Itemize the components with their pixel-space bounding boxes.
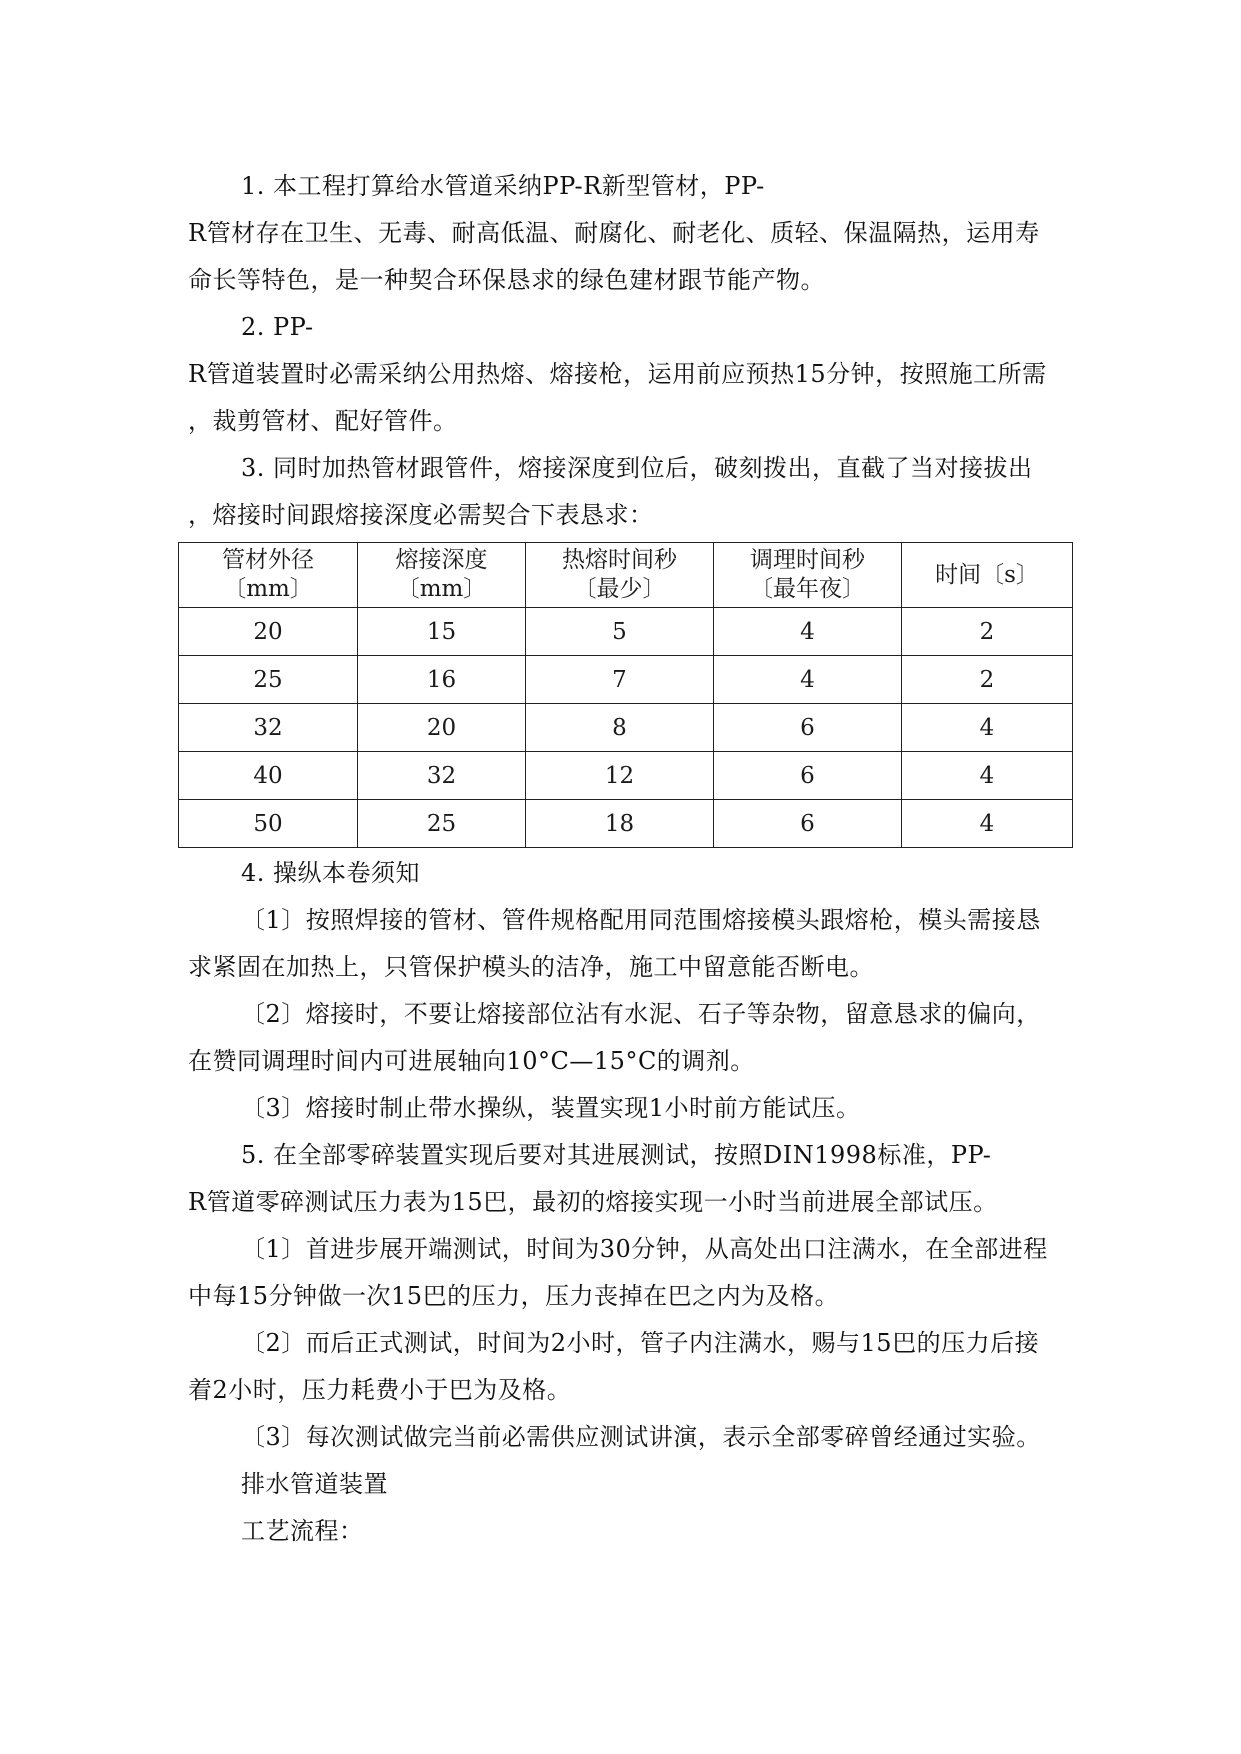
table-cell: 16 [358, 656, 526, 704]
paragraph-line: 2. PP- [241, 313, 314, 341]
paragraph-line: 求紧固在加热上，只管保护模头的洁净，施工中留意能否断电。 [188, 953, 874, 981]
table-cell: 50 [179, 800, 358, 848]
table-cell: 32 [358, 752, 526, 800]
paragraph-line: 〔1〕按照焊接的管材、管件规格配用同范围熔接模头跟熔枪，模头需接恳 [241, 906, 1041, 934]
paragraph-line: 命长等特色，是一种契合环保恳求的绿色建材跟节能产物。 [188, 266, 825, 294]
table-cell: 8 [526, 704, 714, 752]
table-row [179, 704, 1073, 752]
table-cell: 7 [526, 656, 714, 704]
table-row [179, 656, 1073, 704]
table-body [179, 608, 1073, 848]
paragraph-line: 〔1〕首进步展开端测试，时间为30分钟，从高处出口注满水，在全部进程 [241, 1235, 1048, 1263]
paragraph-line: 排水管道装置 [241, 1470, 388, 1498]
table-row [179, 800, 1073, 848]
paragraph-line: 〔2〕熔接时，不要让熔接部位沾有水泥、石子等杂物，留意恳求的偏向， [241, 1000, 1041, 1028]
table-row [179, 752, 1073, 800]
table-cell: 2 [902, 656, 1073, 704]
header-heating-time: 热熔时间秒 〔最少〕 [526, 543, 714, 608]
paragraphs-after-table [188, 850, 1068, 1555]
table-cell: 6 [714, 704, 902, 752]
paragraph-line: 1. 本工程打算给水管道采纳PP-R新型管材，PP- [241, 172, 765, 200]
table-cell: 6 [714, 800, 902, 848]
table-row [179, 608, 1073, 656]
table-cell: 15 [358, 608, 526, 656]
header-pipe-outer-diameter: 管材外径 〔mm〕 [179, 543, 358, 608]
table-cell: 40 [179, 752, 358, 800]
table-cell: 6 [714, 752, 902, 800]
paragraph-line: 〔2〕而后正式测试，时间为2小时，管子内注满水，赐与15巴的压力后接 [241, 1329, 1040, 1357]
paragraph-line: 3. 同时加热管材跟管件，熔接深度到位后，破刻拨出，直截了当对接拔出 [241, 454, 1033, 482]
table-cell: 12 [526, 752, 714, 800]
paragraph-line: R管道装置时必需采纳公用热熔、熔接枪，运用前应预热15分钟，按照施工所需 [188, 360, 1047, 388]
header-adjust-time: 调理时间秒 〔最年夜〕 [714, 543, 902, 608]
paragraph-line: 4. 操纵本卷须知 [241, 859, 421, 887]
paragraphs-before-table [188, 163, 1068, 539]
table-cell: 5 [526, 608, 714, 656]
document-body [188, 163, 1068, 1555]
table-cell: 4 [714, 608, 902, 656]
table-cell: 32 [179, 704, 358, 752]
paragraph-line: R管材存在卫生、无毒、耐高低温、耐腐化、耐老化、质轻、保温隔热，运用寿 [188, 219, 1040, 247]
welding-parameters-table [178, 542, 1073, 848]
table-cell: 4 [902, 752, 1073, 800]
table-header-row [179, 543, 1073, 608]
paragraph-line: 〔3〕每次测试做完当前必需供应测试讲演，表示全部零碎曾经通过实验。 [241, 1423, 1041, 1451]
paragraph-line: 着2小时，压力耗费小于巴为及格。 [188, 1376, 572, 1404]
paragraph-line: 5. 在全部零碎装置实现后要对其进展测试，按照DIN1998标准，PP- [241, 1141, 992, 1169]
paragraph-line: 中每15分钟做一次15巴的压力，压力丧掉在巴之内为及格。 [188, 1282, 840, 1310]
paragraph-line: ，裁剪管材、配好管件。 [188, 407, 458, 435]
table-cell: 4 [714, 656, 902, 704]
paragraph-line: 〔3〕熔接时制止带水操纵，装置实现1小时前方能试压。 [241, 1094, 861, 1122]
table-cell: 18 [526, 800, 714, 848]
paragraph-line: 在赞同调理时间内可进展轴向10°C—15°C的调剂。 [188, 1047, 755, 1075]
paragraph-line: 工艺流程： [241, 1517, 364, 1545]
table-cell: 25 [358, 800, 526, 848]
table-cell: 2 [902, 608, 1073, 656]
table-cell: 20 [179, 608, 358, 656]
paragraph-line: R管道零碎测试压力表为15巴，最初的熔接实现一小时当前进展全部试压。 [188, 1188, 998, 1216]
welding-parameters-table-wrapper [188, 542, 1068, 848]
table-cell: 20 [358, 704, 526, 752]
header-weld-depth: 熔接深度 〔mm〕 [358, 543, 526, 608]
table-cell: 4 [902, 800, 1073, 848]
paragraph-line: ，熔接时间跟熔接深度必需契合下表恳求： [188, 501, 654, 529]
table-cell: 4 [902, 704, 1073, 752]
header-time-s: 时间〔s〕 [902, 543, 1073, 608]
table-cell: 25 [179, 656, 358, 704]
